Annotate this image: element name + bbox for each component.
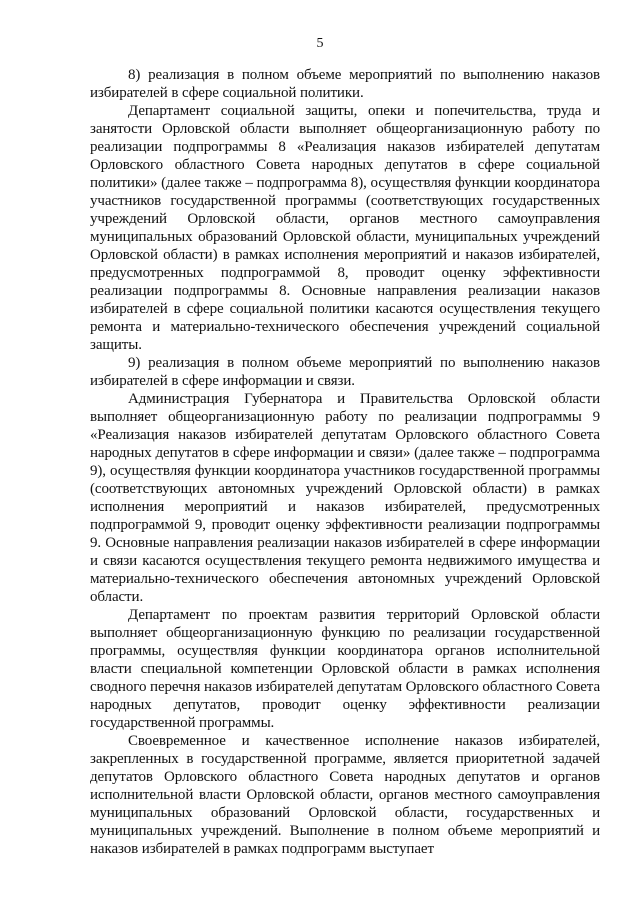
paragraph-item-8: 8) реализация в полном объеме мероприятий по выполнению наказов избирателей в сфере социальной политики. (90, 67, 600, 101)
paragraph-timely-execution: Своевременное и качественное исполнение наказов избирателей, закрепленных в государственной программе, является приоритетной задачей депутатов Орловского областного Совета народных депутатов и органов исполнительной власти Орловской области, органов местного самоуправления муниципальных образований Орловской области, государственных и муниципальных учреждений. Выполнение в полном объеме мероприятий и наказов избирателей в рамках подпрограмм выступает (90, 733, 600, 857)
document-body (90, 66, 600, 858)
paragraph-item-9: 9) реализация в полном объеме мероприятий по выполнению наказов избирателей в сфере информации и связи. (90, 355, 600, 389)
paragraph-subprogram-8: Департамент социальной защиты, опеки и попечительства, труда и занятости Орловской области выполняет общеорганизационную работу по реализации подпрограммы 8 «Реализация наказов избирателей депутатам Орловского областного Совета народных депутатов в сфере социальной политики» (далее также – подпрограмма 8), осуществляя функции координатора участников государственной программы (соответствующих государственных учреждений Орловской области, органов местного самоуправления муниципальных образований Орловской области, муниципальных учреждений Орловской области) в рамках исполнения мероприятий и наказов избирателей, предусмотренных подпрограммой 8, проводит оценку эффективности реализации подпрограммы 8. Основные направления реализации наказов избирателей в сфере социальной политики касаются осуществления текущего ремонта и материально-технического обеспечения учреждений социальной защиты. (90, 103, 600, 353)
paragraph-subprogram-9: Администрация Губернатора и Правительства Орловской области выполняет общеорганизационную работу по реализации подпрограммы 9 «Реализация наказов избирателей депутатам Орловского областного Совета народных депутатов в сфере информации и связи» (далее также – подпрограмма 9), осуществляя функции координатора участников государственной программы (соответствующих автономных учреждений Орловской области) в рамках исполнения мероприятий и наказов избирателей, предусмотренных подпрограммой 9, проводит оценку эффективности реализации подпрограммы 9. Основные направления реализации наказов избирателей в сфере информации и связи касаются осуществления текущего ремонта недвижимого имущества и материально-технического обеспечения автономных учреждений Орловской области. (90, 391, 600, 605)
page-number: 5 (316, 36, 324, 51)
paragraph-department-projects: Департамент по проектам развития территорий Орловской области выполняет общеорганизационную функцию по реализации государственной программы, осуществляя функции координатора органов исполнительной власти специальной компетенции Орловской области в рамках исполнения сводного перечня наказов избирателей депутатам Орловского областного Совета народных депутатов, проводит оценку эффективности реализации государственной программы. (90, 607, 600, 731)
